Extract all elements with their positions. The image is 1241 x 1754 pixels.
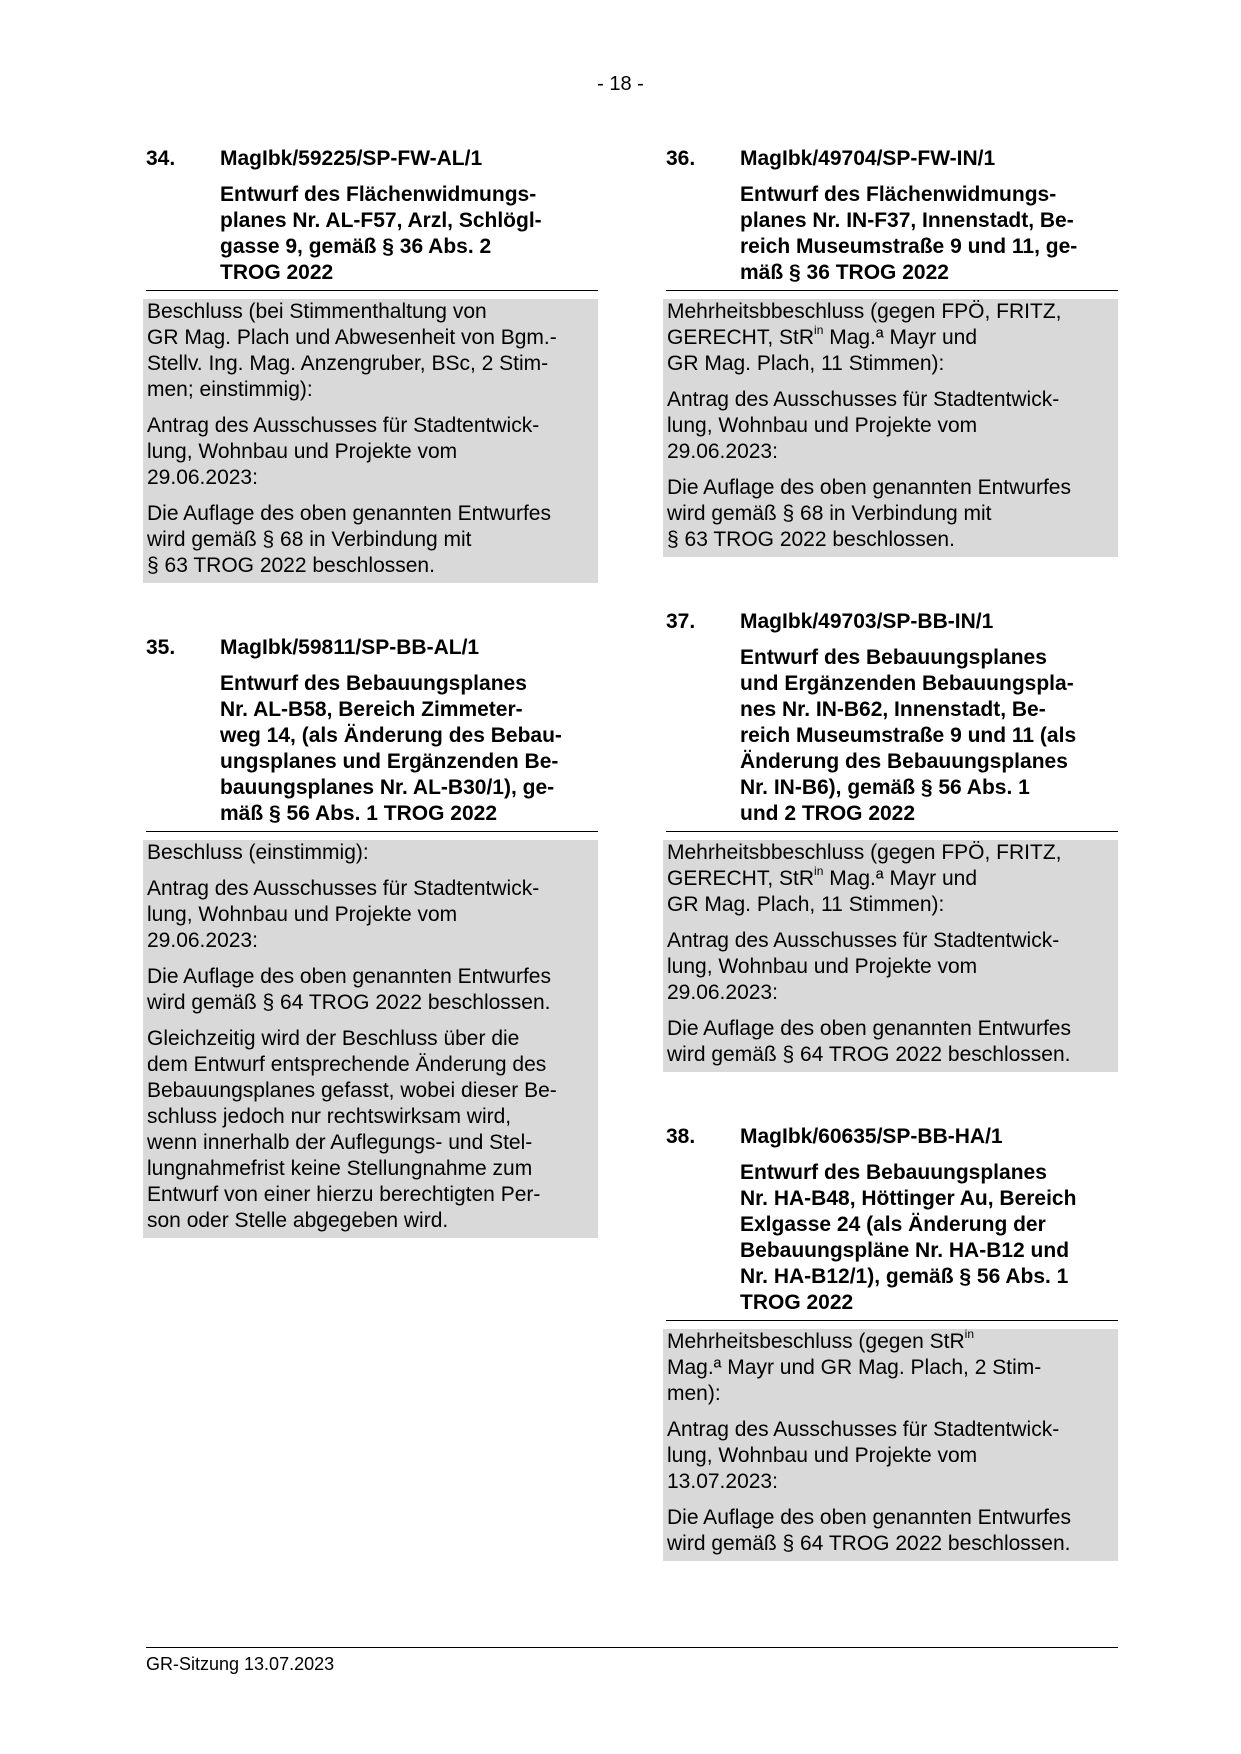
resolution-text: Die Auflage des oben genannten Entwurfes wird gemäß § 64 TROG 2022 beschlossen. (667, 1017, 1071, 1066)
resolution-text: Die Auflage des oben genannten Entwurfes wird gemäß § 68 in Verbindung mit § 63 TROG 2022 beschlossen. (667, 476, 1071, 551)
title-line: nes Nr. IN-B62, Innenstadt, Be- (740, 698, 1046, 721)
title-line: Exlgasse 24 (als Änderung der (740, 1213, 1046, 1236)
divider (666, 290, 1118, 291)
decision-box (663, 840, 1118, 1072)
title-line: TROG 2022 (740, 1291, 854, 1314)
item-number: 36. (666, 147, 696, 170)
decision-box (663, 1329, 1118, 1561)
footer-divider (146, 1647, 1118, 1648)
title-line: Nr. IN-B6), gemäß § 56 Abs. 1 (740, 776, 1030, 799)
decision-text: Beschluss (einstimmig): (147, 841, 369, 864)
page-number: - 18 - (597, 73, 644, 95)
agenda-item-35 (146, 635, 598, 1238)
item-reference: MagIbk/60635/SP-BB-HA/1 (740, 1125, 1003, 1148)
item-reference: MagIbk/59811/SP-BB-AL/1 (220, 636, 480, 659)
right-column (666, 146, 1118, 1561)
decision-text: Mehrheitsbbeschluss (gegen FPÖ, FRITZ, GERECHT, StR$^{in}$ Mag.ª Mayr und GR Mag. Plach, 11 Stimmen): (667, 300, 1062, 375)
title-line: bauungsplanes Nr. AL-B30/1), ge- (220, 776, 555, 799)
title-line: und 2 TROG 2022 (740, 802, 916, 825)
divider (666, 1320, 1118, 1321)
title-line: Entwurf des Bebauungsplanes (740, 646, 1047, 669)
title-line: Nr. AL-B58, Bereich Zimmeter- (220, 698, 523, 721)
title-line: reich Museumstraße 9 und 11 (als (740, 724, 1077, 747)
resolution-text: Die Auflage des oben genannten Entwurfes wird gemäß § 64 TROG 2022 beschlossen. (667, 1506, 1071, 1555)
agenda-item-34 (146, 146, 598, 583)
item-heading (666, 609, 1118, 635)
item-number: 37. (666, 610, 696, 633)
title-line: Bebauungspläne Nr. HA-B12 und (740, 1239, 1070, 1262)
title-line: und Ergänzenden Bebauungspla- (740, 672, 1074, 695)
item-number: 38. (666, 1125, 696, 1148)
item-title (740, 645, 1118, 827)
item-heading (146, 146, 598, 172)
motion-text: Antrag des Ausschusses für Stadtentwick- lung, Wohnbau und Projekte vom 13.07.2023: (667, 1418, 1060, 1493)
agenda-item-38 (666, 1124, 1118, 1561)
item-heading (666, 1124, 1118, 1150)
title-line: Änderung des Bebauungsplanes (740, 750, 1068, 773)
title-line: TROG 2022 (220, 261, 334, 284)
additional-resolution-text: Gleichzeitig wird der Beschluss über die dem Entwurf entsprechende Änderung des Bebauungsplanes gefasst, wobei dieser Be- schluss jedoch nur rechtswirksam wird, wenn innerhalb der Auflegungs- und Stel- lungnahmefrist keine Stellungnahme zum Entwurf von einer hierzu berechtigten Per- son oder Stelle abgegeben wird. (147, 1027, 557, 1232)
item-reference: MagIbk/49703/SP-BB-IN/1 (740, 610, 994, 633)
footer-session-date: GR-Sitzung 13.07.2023 (146, 1654, 335, 1674)
title-line: weg 14, (als Änderung des Bebau- (220, 724, 562, 747)
resolution-text: Die Auflage des oben genannten Entwurfes wird gemäß § 64 TROG 2022 beschlossen. (147, 965, 551, 1014)
item-reference: MagIbk/59225/SP-FW-AL/1 (220, 147, 483, 170)
divider (146, 290, 598, 291)
item-number: 35. (146, 636, 176, 659)
title-line: Entwurf des Flächenwidmungs- (220, 183, 537, 206)
motion-text: Antrag des Ausschusses für Stadtentwick- lung, Wohnbau und Projekte vom 29.06.2023: (667, 929, 1060, 1004)
divider (146, 831, 598, 832)
title-line: Entwurf des Bebauungsplanes (220, 672, 527, 695)
agenda-item-36 (666, 146, 1118, 557)
divider (666, 831, 1118, 832)
title-line: ungsplanes und Ergänzenden Be- (220, 750, 559, 773)
item-title (220, 671, 598, 827)
decision-text: Mehrheitsbeschluss (gegen StR$^{in}$ Mag.ª Mayr und GR Mag. Plach, 2 Stim- men): (667, 1327, 1042, 1405)
title-line: reich Museumstraße 9 und 11, ge- (740, 235, 1078, 258)
item-title (740, 1160, 1118, 1316)
item-reference: MagIbk/49704/SP-FW-IN/1 (740, 147, 996, 170)
decision-text: Mehrheitsbbeschluss (gegen FPÖ, FRITZ, GERECHT, StR$^{in}$ Mag.ª Mayr und GR Mag. Plach, 11 Stimmen): (667, 841, 1062, 916)
resolution-text: Die Auflage des oben genannten Entwurfes wird gemäß § 68 in Verbindung mit § 63 TROG 2022 beschlossen. (147, 502, 551, 577)
item-title (740, 182, 1118, 286)
item-heading (146, 635, 598, 661)
decision-text: Beschluss (bei Stimmenthaltung von GR Mag. Plach und Abwesenheit von Bgm.- Stellv. Ing. Mag. Anzengruber, BSc, 2 Stim- men; einstimmig): (147, 300, 557, 401)
item-heading (666, 146, 1118, 172)
motion-text: Antrag des Ausschusses für Stadtentwick- lung, Wohnbau und Projekte vom 29.06.2023: (667, 388, 1060, 463)
item-number: 34. (146, 147, 176, 170)
title-line: mäß § 56 Abs. 1 TROG 2022 (220, 802, 498, 825)
item-title (220, 182, 598, 286)
title-line: Nr. HA-B12/1), gemäß § 56 Abs. 1 (740, 1265, 1069, 1288)
agenda-item-37 (666, 609, 1118, 1072)
motion-text: Antrag des Ausschusses für Stadtentwick- lung, Wohnbau und Projekte vom 29.06.2023: (147, 877, 540, 952)
title-line: Entwurf des Flächenwidmungs- (740, 183, 1057, 206)
title-line: Nr. HA-B48, Höttinger Au, Bereich (740, 1187, 1077, 1210)
title-line: planes Nr. IN-F37, Innenstadt, Be- (740, 209, 1074, 232)
title-line: Entwurf des Bebauungsplanes (740, 1161, 1047, 1184)
title-line: gasse 9, gemäß § 36 Abs. 2 (220, 235, 492, 258)
decision-box (143, 299, 598, 583)
decision-box (143, 840, 598, 1238)
title-line: planes Nr. AL-F57, Arzl, Schlögl- (220, 209, 542, 232)
motion-text: Antrag des Ausschusses für Stadtentwick- lung, Wohnbau und Projekte vom 29.06.2023: (147, 414, 540, 489)
left-column (146, 146, 598, 1238)
title-line: mäß § 36 TROG 2022 (740, 261, 949, 284)
decision-box (663, 299, 1118, 557)
